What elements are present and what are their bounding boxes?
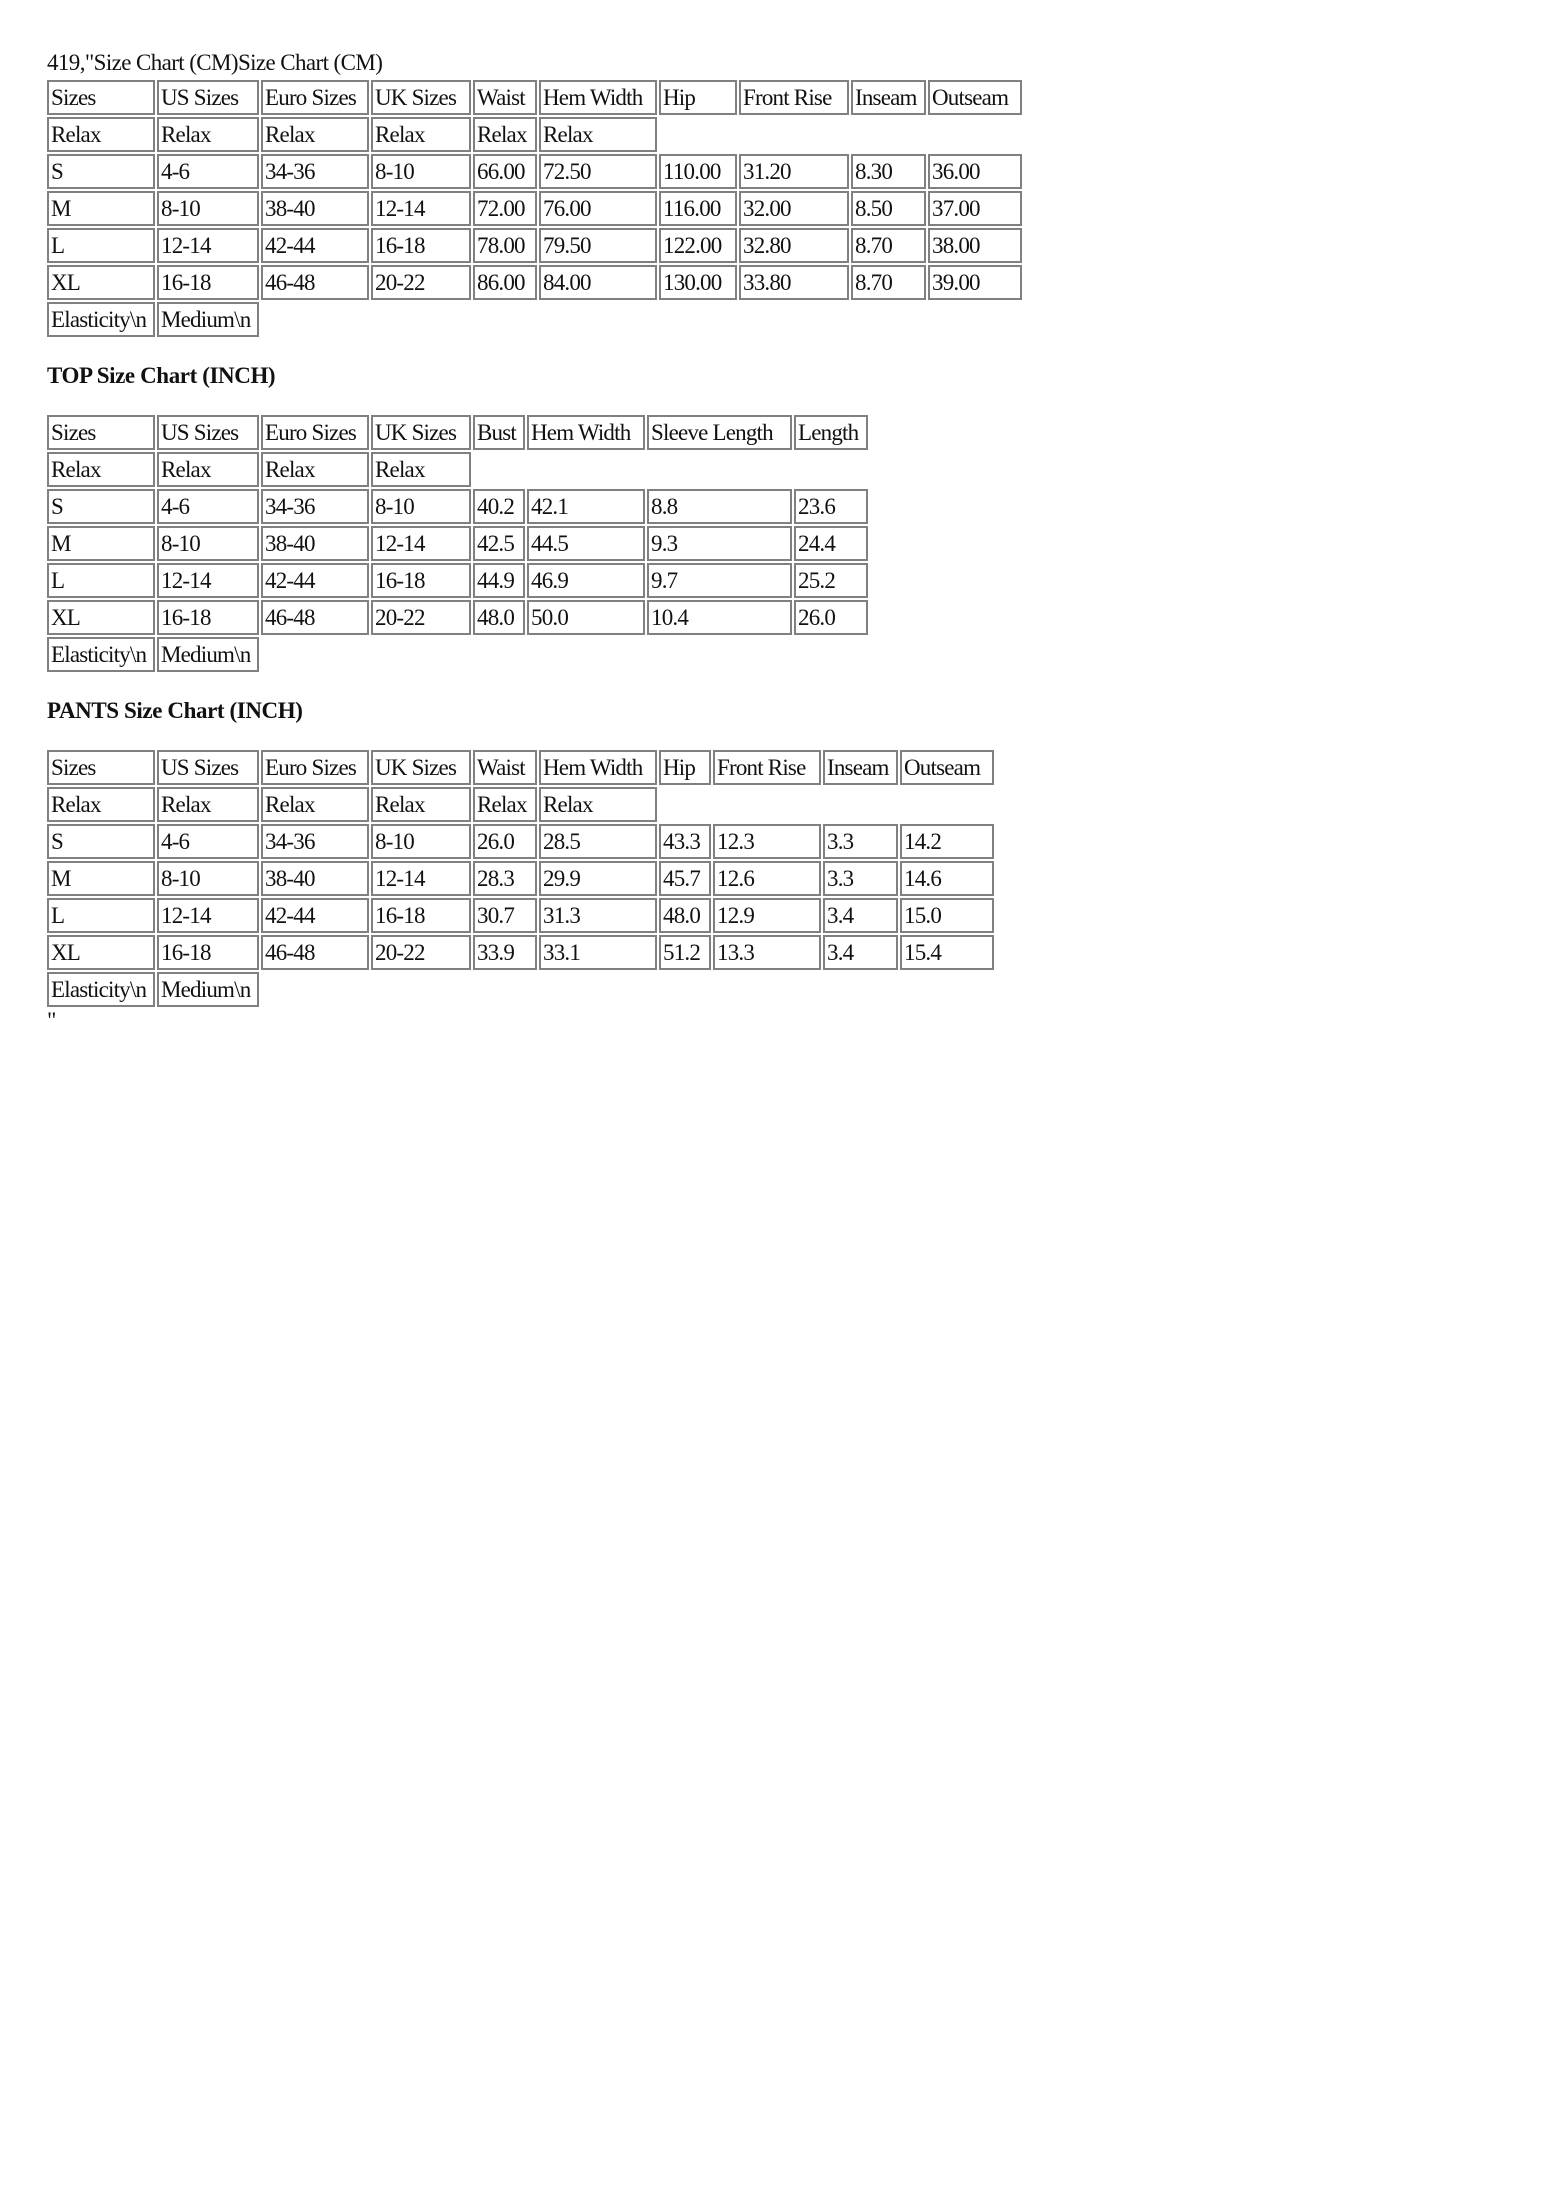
table-cell: 48.0: [659, 898, 711, 933]
table-cell: 8-10: [371, 489, 471, 524]
table-cell: 10.4: [647, 600, 792, 635]
table-cell: Relax: [371, 787, 471, 822]
table-cell: 84.00: [539, 265, 657, 300]
table-cell: 72.50: [539, 154, 657, 189]
table-cell: 8.30: [851, 154, 926, 189]
top-size-chart-table: [45, 413, 870, 674]
table-cell: 8-10: [371, 154, 471, 189]
relax-row: [47, 787, 994, 822]
header-cell: Length: [794, 415, 868, 450]
table-cell: 20-22: [371, 935, 471, 970]
header-cell: Euro Sizes: [261, 415, 369, 450]
table-cell: 29.9: [539, 861, 657, 896]
table-cell: L: [47, 898, 155, 933]
table-cell: Relax: [473, 117, 537, 152]
table-cell: 38-40: [261, 861, 369, 896]
table-cell: 46-48: [261, 935, 369, 970]
header-cell: Hip: [659, 750, 711, 785]
table-cell: S: [47, 489, 155, 524]
table-row: [47, 265, 1022, 300]
table-cell: Medium\n: [157, 302, 259, 337]
header-cell: Outseam: [900, 750, 994, 785]
table-cell: 46-48: [261, 600, 369, 635]
table-cell: 16-18: [371, 563, 471, 598]
header-cell: Outseam: [928, 80, 1022, 115]
table-cell: 31.20: [739, 154, 849, 189]
table-cell: 12-14: [157, 228, 259, 263]
table-cell: 116.00: [659, 191, 737, 226]
empty-cell: [473, 452, 868, 487]
header-cell: UK Sizes: [371, 80, 471, 115]
table-row: [47, 489, 868, 524]
header-cell: US Sizes: [157, 750, 259, 785]
table-cell: 51.2: [659, 935, 711, 970]
table-cell: 122.00: [659, 228, 737, 263]
table-cell: 8-10: [157, 191, 259, 226]
table-cell: 28.5: [539, 824, 657, 859]
table-cell: 4-6: [157, 154, 259, 189]
table-cell: 16-18: [157, 600, 259, 635]
table-cell: 23.6: [794, 489, 868, 524]
table-row: [47, 861, 994, 896]
table-cell: 20-22: [371, 600, 471, 635]
table-cell: 12-14: [371, 861, 471, 896]
table-cell: 12.6: [713, 861, 821, 896]
table-cell: 36.00: [928, 154, 1022, 189]
table-cell: 79.50: [539, 228, 657, 263]
table-cell: 48.0: [473, 600, 525, 635]
table-cell: 12.9: [713, 898, 821, 933]
table-cell: Relax: [47, 117, 155, 152]
table-cell: 4-6: [157, 489, 259, 524]
table-cell: XL: [47, 265, 155, 300]
table-cell: M: [47, 526, 155, 561]
table-cell: Relax: [261, 787, 369, 822]
table-cell: 15.4: [900, 935, 994, 970]
table-cell: Relax: [371, 452, 471, 487]
table-row: [47, 191, 1022, 226]
table-cell: 44.9: [473, 563, 525, 598]
table-cell: 39.00: [928, 265, 1022, 300]
table-cell: 45.7: [659, 861, 711, 896]
table-cell: 26.0: [794, 600, 868, 635]
table-cell: 31.3: [539, 898, 657, 933]
header-cell: Front Rise: [713, 750, 821, 785]
elasticity-row: [47, 637, 868, 672]
table-header-row: [47, 80, 1022, 115]
table-cell: Medium\n: [157, 972, 259, 1007]
header-cell: UK Sizes: [371, 750, 471, 785]
table-cell: M: [47, 861, 155, 896]
document-header: 419,"Size Chart (CM)Size Chart (CM): [47, 50, 383, 75]
table-row: [47, 563, 868, 598]
table-cell: 12.3: [713, 824, 821, 859]
table-cell: Medium\n: [157, 637, 259, 672]
document-page: [47, 48, 1247, 1033]
header-cell: Sizes: [47, 415, 155, 450]
header-cell: Inseam: [851, 80, 926, 115]
table-cell: S: [47, 824, 155, 859]
table-cell: 4-6: [157, 824, 259, 859]
header-cell: Sizes: [47, 750, 155, 785]
table-cell: 50.0: [527, 600, 645, 635]
table-cell: 16-18: [157, 935, 259, 970]
elasticity-row: [47, 972, 994, 1007]
table-cell: 42-44: [261, 898, 369, 933]
table-cell: Relax: [157, 117, 259, 152]
header-cell: Hem Width: [527, 415, 645, 450]
table-cell: 34-36: [261, 154, 369, 189]
table-cell: Elasticity\n: [47, 972, 155, 1007]
closing-quote: ": [47, 1008, 57, 1033]
table-cell: 86.00: [473, 265, 537, 300]
table-cell: 34-36: [261, 824, 369, 859]
table-cell: M: [47, 191, 155, 226]
table-cell: 8.8: [647, 489, 792, 524]
table-cell: 8.70: [851, 228, 926, 263]
table-cell: 16-18: [157, 265, 259, 300]
table-cell: 8-10: [157, 861, 259, 896]
table-cell: L: [47, 228, 155, 263]
table-cell: 66.00: [473, 154, 537, 189]
table-cell: 8.50: [851, 191, 926, 226]
table-cell: Relax: [539, 117, 657, 152]
table-cell: Relax: [261, 117, 369, 152]
header-cell: Bust: [473, 415, 525, 450]
table-header-row: [47, 750, 994, 785]
table-row: [47, 526, 868, 561]
table-cell: 20-22: [371, 265, 471, 300]
table-cell: 32.80: [739, 228, 849, 263]
table-cell: 3.4: [823, 898, 898, 933]
table-cell: Relax: [47, 787, 155, 822]
table-cell: 24.4: [794, 526, 868, 561]
table-cell: 72.00: [473, 191, 537, 226]
table-cell: 9.7: [647, 563, 792, 598]
header-cell: Hip: [659, 80, 737, 115]
table-cell: 15.0: [900, 898, 994, 933]
table-cell: 130.00: [659, 265, 737, 300]
table-cell: 8-10: [157, 526, 259, 561]
table-cell: 76.00: [539, 191, 657, 226]
table-cell: 33.1: [539, 935, 657, 970]
table-cell: 33.80: [739, 265, 849, 300]
table-cell: 8.70: [851, 265, 926, 300]
table-cell: 8-10: [371, 824, 471, 859]
table-row: [47, 898, 994, 933]
table-cell: 12-14: [157, 563, 259, 598]
table-cell: 3.3: [823, 861, 898, 896]
header-cell: Sleeve Length: [647, 415, 792, 450]
table-cell: Relax: [261, 452, 369, 487]
table-cell: 9.3: [647, 526, 792, 561]
table-cell: 38-40: [261, 191, 369, 226]
empty-cell: [261, 302, 1022, 337]
header-cell: Sizes: [47, 80, 155, 115]
header-cell: Front Rise: [739, 80, 849, 115]
table-cell: S: [47, 154, 155, 189]
table-cell: 26.0: [473, 824, 537, 859]
header-cell: US Sizes: [157, 80, 259, 115]
table-cell: 110.00: [659, 154, 737, 189]
table-cell: 78.00: [473, 228, 537, 263]
table-cell: 30.7: [473, 898, 537, 933]
table-cell: 42.1: [527, 489, 645, 524]
elasticity-row: [47, 302, 1022, 337]
empty-cell: [261, 637, 868, 672]
pants-chart-title: PANTS Size Chart (INCH): [47, 698, 303, 723]
table-row: [47, 228, 1022, 263]
table-cell: 43.3: [659, 824, 711, 859]
table-cell: Relax: [157, 452, 259, 487]
header-cell: Hem Width: [539, 80, 657, 115]
header-cell: Euro Sizes: [261, 750, 369, 785]
header-cell: Waist: [473, 750, 537, 785]
table-cell: Relax: [539, 787, 657, 822]
header-cell: Inseam: [823, 750, 898, 785]
table-header-row: [47, 415, 868, 450]
table-cell: 42-44: [261, 228, 369, 263]
table-cell: 25.2: [794, 563, 868, 598]
table-cell: L: [47, 563, 155, 598]
table-cell: 13.3: [713, 935, 821, 970]
empty-cell: [659, 117, 1022, 152]
header-cell: Waist: [473, 80, 537, 115]
table-cell: XL: [47, 935, 155, 970]
table-cell: 12-14: [157, 898, 259, 933]
table-cell: 42.5: [473, 526, 525, 561]
header-cell: Euro Sizes: [261, 80, 369, 115]
table-cell: 46.9: [527, 563, 645, 598]
table-row: [47, 154, 1022, 189]
table-cell: 44.5: [527, 526, 645, 561]
table-cell: 33.9: [473, 935, 537, 970]
table-cell: 40.2: [473, 489, 525, 524]
table-cell: Relax: [371, 117, 471, 152]
cm-size-chart-table: [45, 78, 1024, 339]
table-cell: 38-40: [261, 526, 369, 561]
table-cell: 34-36: [261, 489, 369, 524]
table-cell: 12-14: [371, 191, 471, 226]
table-row: [47, 935, 994, 970]
relax-row: [47, 452, 868, 487]
relax-row: [47, 117, 1022, 152]
table-cell: 38.00: [928, 228, 1022, 263]
table-cell: 14.2: [900, 824, 994, 859]
table-cell: 37.00: [928, 191, 1022, 226]
pants-size-chart-table: [45, 748, 996, 1009]
empty-cell: [659, 787, 994, 822]
table-cell: Elasticity\n: [47, 637, 155, 672]
header-cell: UK Sizes: [371, 415, 471, 450]
header-cell: Hem Width: [539, 750, 657, 785]
top-chart-title: TOP Size Chart (INCH): [47, 363, 276, 388]
table-cell: 3.4: [823, 935, 898, 970]
table-row: [47, 600, 868, 635]
table-cell: 16-18: [371, 228, 471, 263]
table-cell: 16-18: [371, 898, 471, 933]
table-row: [47, 824, 994, 859]
header-cell: US Sizes: [157, 415, 259, 450]
table-cell: 42-44: [261, 563, 369, 598]
table-cell: 46-48: [261, 265, 369, 300]
table-cell: 28.3: [473, 861, 537, 896]
table-cell: 32.00: [739, 191, 849, 226]
table-cell: XL: [47, 600, 155, 635]
table-cell: Relax: [47, 452, 155, 487]
table-cell: Relax: [473, 787, 537, 822]
empty-cell: [261, 972, 994, 1007]
table-cell: Relax: [157, 787, 259, 822]
table-cell: 3.3: [823, 824, 898, 859]
table-cell: 14.6: [900, 861, 994, 896]
table-cell: Elasticity\n: [47, 302, 155, 337]
table-cell: 12-14: [371, 526, 471, 561]
